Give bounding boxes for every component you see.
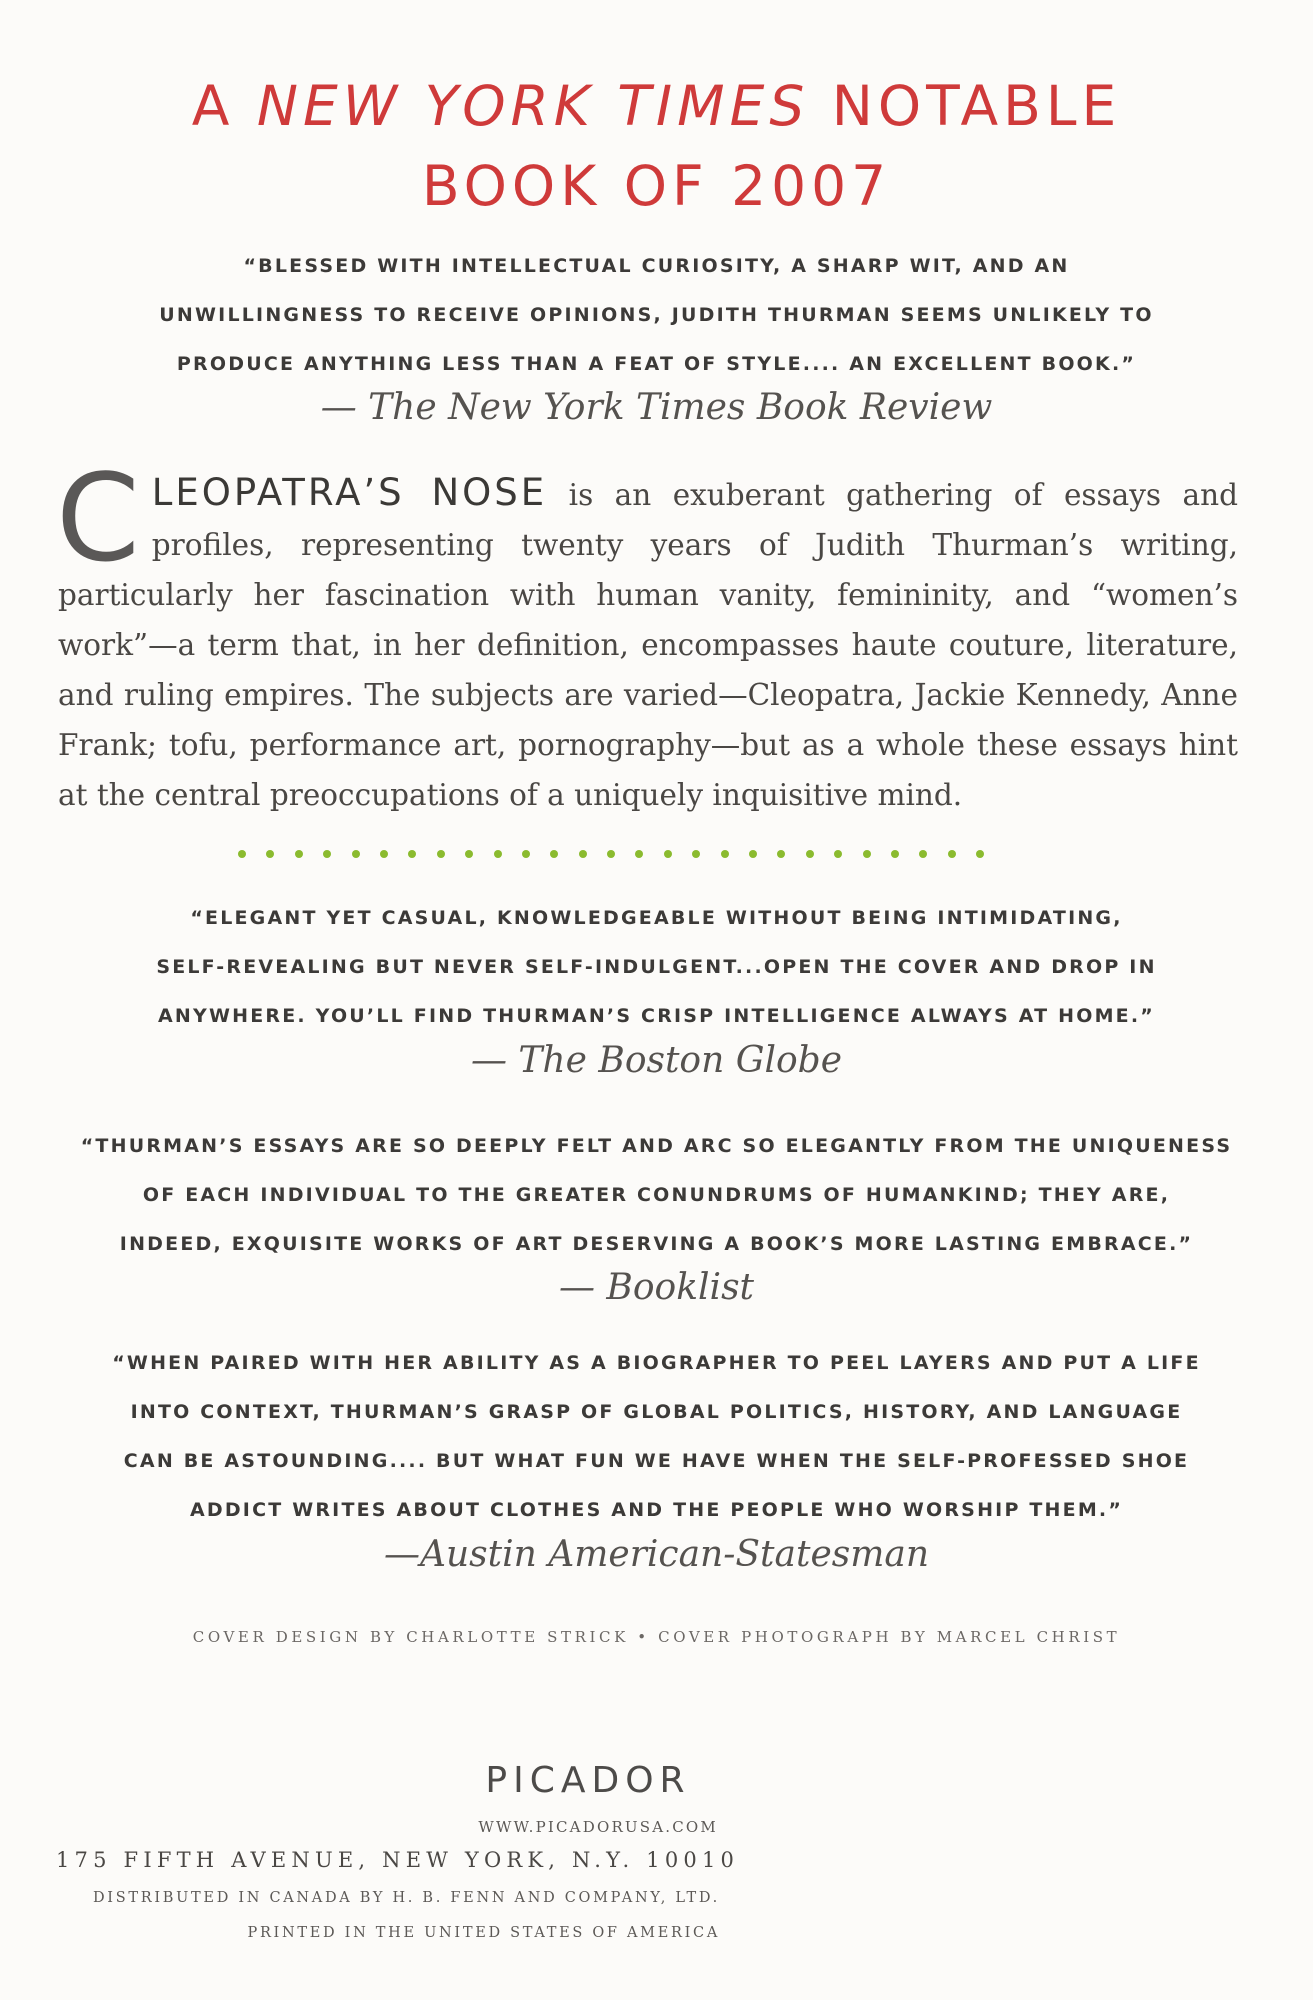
quote-line: PRODUCE ANYTHING LESS THAN A FEAT OF STYLE.... AN EXCELLENT BOOK.” (176, 353, 1137, 375)
quote-line: SELF-REVEALING BUT NEVER SELF-INDULGENT...OPEN THE COVER AND DROP IN (156, 956, 1157, 978)
quote-attribution-austin-statesman: —Austin American-Statesman (383, 1534, 930, 1575)
divider-dot (607, 850, 615, 858)
quote-austin-statesman (60, 1339, 1253, 1535)
quote-line: “WHEN PAIRED WITH HER ABILITY AS A BIOGRAPHER TO PEEL LAYERS AND PUT A LIFE (112, 1352, 1201, 1374)
quote-line: ANYWHERE. YOU’LL FIND THURMAN’S CRISP INTELLIGENCE ALWAYS AT HOME.” (158, 1005, 1155, 1027)
book-title-lead: LEOPATRA’S NOSE (151, 471, 548, 514)
divider-dot (380, 850, 388, 858)
quote-attribution-nyt: — The New York Times Book Review (320, 387, 993, 428)
book-description (56, 450, 1238, 820)
divider-dot (437, 850, 445, 858)
quote-booklist (60, 1122, 1253, 1269)
divider-dot (863, 850, 871, 858)
divider-dot (635, 850, 643, 858)
cover-credits: COVER DESIGN BY CHARLOTTE STRICK • COVER PHOTOGRAPH BY MARCEL CHRIST (192, 1628, 1121, 1646)
printed-note: PRINTED IN THE UNITED STATES OF AMERICA (247, 1925, 720, 1941)
divider-dot (494, 850, 502, 858)
divider-dot (919, 850, 927, 858)
divider-dot (834, 850, 842, 858)
quote-line: UNWILLINGNESS TO RECEIVE OPINIONS, JUDITH THURMAN SEEMS UNLIKELY TO (159, 304, 1154, 326)
quote-line: CAN BE ASTOUNDING.... BUT WHAT FUN WE HAVE WHEN THE SELF-PROFESSED SHOE (123, 1450, 1190, 1472)
quote-attribution-boston-globe: — The Boston Globe (470, 1040, 843, 1081)
quote-line: OF EACH INDIVIDUAL TO THE GREATER CONUNDRUMS OF HUMANKIND; THEY ARE, (142, 1184, 1171, 1206)
divider-dot (352, 850, 360, 858)
divider-dot (721, 850, 729, 858)
quote-line: INDEED, EXQUISITE WORKS OF ART DESERVING A BOOK’S MORE LASTING EMBRACE.” (119, 1233, 1194, 1255)
divider-dot (266, 850, 274, 858)
quote-attribution-booklist: — Booklist (558, 1267, 755, 1308)
quote-line: ADDICT WRITES ABOUT CLOTHES AND THE PEOPLE WHO WORSHIP THEM.” (189, 1499, 1124, 1521)
divider-dot (238, 850, 246, 858)
publisher-address: 175 FIFTH AVENUE, NEW YORK, N.Y. 10010 (56, 1848, 740, 1872)
headline-line-2: BOOK OF 2007 (421, 154, 892, 218)
headline-italic-title: NEW YORK TIMES (256, 74, 810, 138)
publisher-url: WWW.PICADORUSA.COM (478, 1818, 718, 1836)
divider-dot (465, 850, 473, 858)
divider-dot (550, 850, 558, 858)
dotted-divider (238, 850, 984, 858)
quote-boston-globe (60, 894, 1253, 1041)
distribution-note: DISTRIBUTED IN CANADA BY H. B. FENN AND COMPANY, LTD. (92, 1890, 720, 1906)
divider-dot (323, 850, 331, 858)
divider-dot (806, 850, 814, 858)
quote-line: “BLESSED WITH INTELLECTUAL CURIOSITY, A SHARP WIT, AND AN (243, 255, 1070, 277)
divider-dot (295, 850, 303, 858)
divider-dot (692, 850, 700, 858)
headline-line-1: A NEW YORK TIMES NOTABLE (191, 74, 1122, 138)
divider-dot (749, 850, 757, 858)
divider-dot (408, 850, 416, 858)
divider-dot (579, 850, 587, 858)
divider-dot (948, 850, 956, 858)
divider-dot (976, 850, 984, 858)
quote-line: INTO CONTEXT, THURMAN’S GRASP OF GLOBAL POLITICS, HISTORY, AND LANGUAGE (130, 1401, 1183, 1423)
divider-dot (777, 850, 785, 858)
divider-dot (522, 850, 530, 858)
drop-cap: C (56, 450, 140, 589)
divider-dot (664, 850, 672, 858)
publisher-name: PICADOR (485, 1760, 691, 1801)
quote-nyt (60, 242, 1253, 389)
divider-dot (891, 850, 899, 858)
quote-line: “THURMAN’S ESSAYS ARE SO DEEPLY FELT AND ARC SO ELEGANTLY FROM THE UNIQUENESS (80, 1135, 1233, 1157)
description-text: is an exuberant gathering of essays and profiles, representing twenty years of Judith Thurman’s writing, particularly her fascination with human vanity, femininity, and “women’s work”—a term that, in her definition, encompasses haute couture, literature, and ruling empires. The subjects are varied—Cleopatra, Jackie Kennedy, Anne Frank; tofu, performance art, pornography—but as a whole these essays hint at the central preoccupations of a uniquely inquisitive mind. (58, 478, 1238, 812)
headline (60, 66, 1253, 226)
quote-line: “ELEGANT YET CASUAL, KNOWLEDGEABLE WITHOUT BEING INTIMIDATING, (190, 907, 1123, 929)
